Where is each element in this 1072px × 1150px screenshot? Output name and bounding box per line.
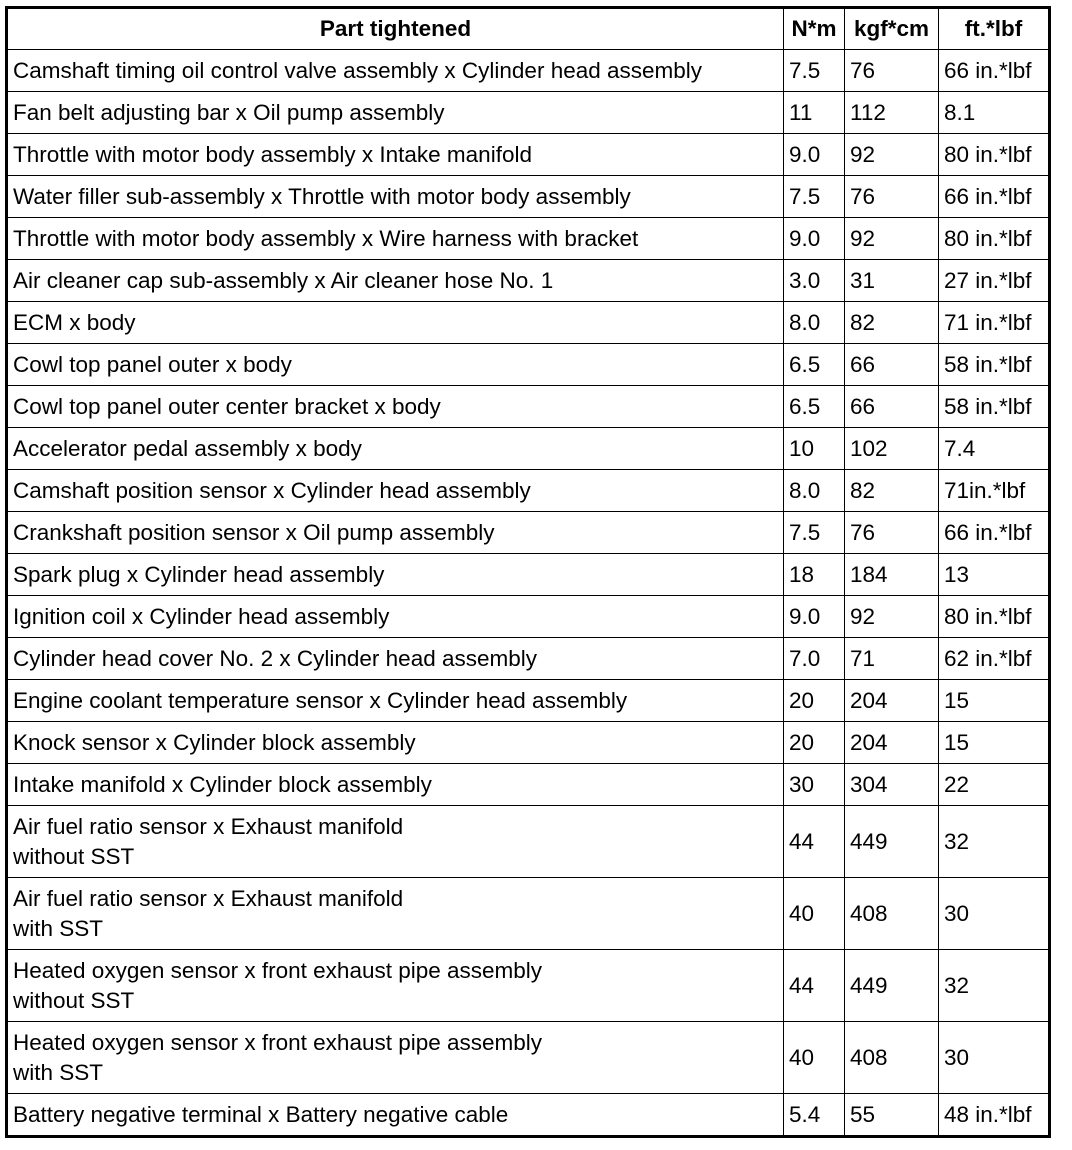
part-tightened-cell	[7, 386, 784, 428]
torque-kgfcm-cell: 31	[845, 260, 939, 302]
torque-nm-cell: 30	[784, 764, 845, 806]
part-tightened-line: Crankshaft position sensor x Oil pump assembly	[13, 519, 495, 545]
torque-kgfcm-cell: 92	[845, 596, 939, 638]
part-tightened-line: Intake manifold x Cylinder block assembly	[13, 771, 432, 797]
torque-ftlbf-cell: 80 in.*lbf	[939, 134, 1050, 176]
torque-nm-cell: 8.0	[784, 470, 845, 512]
torque-nm-cell: 20	[784, 680, 845, 722]
part-tightened-cell	[7, 260, 784, 302]
torque-nm-cell: 7.5	[784, 50, 845, 92]
part-tightened-cell	[7, 722, 784, 764]
part-tightened-line: with SST	[13, 1059, 104, 1085]
torque-kgfcm-cell: 184	[845, 554, 939, 596]
torque-ftlbf-cell: 48 in.*lbf	[939, 1094, 1050, 1137]
torque-nm-cell: 44	[784, 806, 845, 878]
part-tightened-cell	[7, 554, 784, 596]
torque-ftlbf-cell: 80 in.*lbf	[939, 218, 1050, 260]
part-tightened-line: with SST	[13, 915, 104, 941]
table-row	[7, 134, 1050, 176]
part-tightened-line: Throttle with motor body assembly x Wire harness with bracket	[13, 225, 639, 251]
torque-kgfcm-cell: 449	[845, 950, 939, 1022]
part-tightened-cell	[7, 638, 784, 680]
torque-kgfcm-cell: 92	[845, 218, 939, 260]
torque-ftlbf-cell: 30	[939, 1022, 1050, 1094]
part-tightened-cell	[7, 470, 784, 512]
part-tightened-cell	[7, 512, 784, 554]
torque-nm-cell: 40	[784, 1022, 845, 1094]
part-tightened-cell	[7, 176, 784, 218]
torque-ftlbf-cell: 71in.*lbf	[939, 470, 1050, 512]
part-tightened-line: Heated oxygen sensor x front exhaust pipe assembly	[13, 1029, 543, 1055]
part-tightened-line: Cylinder head cover No. 2 x Cylinder head assembly	[13, 645, 538, 671]
part-tightened-cell	[7, 1022, 784, 1094]
part-tightened-line: Air fuel ratio sensor x Exhaust manifold	[13, 885, 404, 911]
torque-ftlbf-cell: 13	[939, 554, 1050, 596]
table-row	[7, 878, 1050, 950]
torque-nm-cell: 6.5	[784, 344, 845, 386]
part-tightened-line: without SST	[13, 987, 135, 1013]
torque-nm-cell: 11	[784, 92, 845, 134]
torque-nm-cell: 8.0	[784, 302, 845, 344]
part-tightened-cell	[7, 218, 784, 260]
part-tightened-line: Ignition coil x Cylinder head assembly	[13, 603, 390, 629]
table-row	[7, 260, 1050, 302]
torque-ftlbf-cell: 32	[939, 806, 1050, 878]
part-tightened-line: Camshaft timing oil control valve assembly x Cylinder head assembly	[13, 57, 703, 83]
torque-ftlbf-cell: 80 in.*lbf	[939, 596, 1050, 638]
torque-ftlbf-cell: 66 in.*lbf	[939, 176, 1050, 218]
torque-kgfcm-cell: 66	[845, 344, 939, 386]
torque-kgfcm-cell: 71	[845, 638, 939, 680]
header-part-tightened: Part tightened	[7, 8, 784, 50]
part-tightened-line: Cowl top panel outer x body	[13, 351, 292, 377]
torque-ftlbf-cell: 66 in.*lbf	[939, 512, 1050, 554]
torque-ftlbf-cell: 27 in.*lbf	[939, 260, 1050, 302]
table-header-row	[7, 8, 1050, 50]
torque-nm-cell: 20	[784, 722, 845, 764]
torque-ftlbf-cell: 22	[939, 764, 1050, 806]
torque-kgfcm-cell: 76	[845, 176, 939, 218]
torque-ftlbf-cell: 62 in.*lbf	[939, 638, 1050, 680]
table-row	[7, 680, 1050, 722]
part-tightened-line: Accelerator pedal assembly x body	[13, 435, 362, 461]
part-tightened-cell	[7, 50, 784, 92]
torque-kgfcm-cell: 66	[845, 386, 939, 428]
torque-nm-cell: 6.5	[784, 386, 845, 428]
header-ftlbf: ft.*lbf	[939, 8, 1050, 50]
torque-kgfcm-cell: 408	[845, 878, 939, 950]
part-tightened-cell	[7, 950, 784, 1022]
table-row	[7, 344, 1050, 386]
torque-specification-table	[5, 6, 1051, 1138]
table-row	[7, 764, 1050, 806]
torque-kgfcm-cell: 92	[845, 134, 939, 176]
part-tightened-cell	[7, 596, 784, 638]
header-nm: N*m	[784, 8, 845, 50]
torque-ftlbf-cell: 15	[939, 722, 1050, 764]
table-row	[7, 722, 1050, 764]
torque-nm-cell: 9.0	[784, 134, 845, 176]
torque-nm-cell: 7.0	[784, 638, 845, 680]
part-tightened-cell	[7, 764, 784, 806]
torque-ftlbf-cell: 58 in.*lbf	[939, 344, 1050, 386]
part-tightened-cell	[7, 680, 784, 722]
part-tightened-line: Water filler sub-assembly x Throttle with motor body assembly	[13, 183, 631, 209]
part-tightened-line: Knock sensor x Cylinder block assembly	[13, 729, 416, 755]
part-tightened-cell	[7, 344, 784, 386]
torque-nm-cell: 3.0	[784, 260, 845, 302]
part-tightened-line: Cowl top panel outer center bracket x body	[13, 393, 441, 419]
torque-kgfcm-cell: 304	[845, 764, 939, 806]
part-tightened-line: Air cleaner cap sub-assembly x Air cleaner hose No. 1	[13, 267, 554, 293]
torque-kgfcm-cell: 102	[845, 428, 939, 470]
torque-kgfcm-cell: 82	[845, 470, 939, 512]
torque-nm-cell: 18	[784, 554, 845, 596]
table-body	[7, 50, 1050, 1137]
header-kgfcm: kgf*cm	[845, 8, 939, 50]
table-row	[7, 50, 1050, 92]
torque-kgfcm-cell: 449	[845, 806, 939, 878]
torque-ftlbf-cell: 30	[939, 878, 1050, 950]
torque-ftlbf-cell: 71 in.*lbf	[939, 302, 1050, 344]
part-tightened-line: Air fuel ratio sensor x Exhaust manifold	[13, 813, 404, 839]
part-tightened-line: Spark plug x Cylinder head assembly	[13, 561, 385, 587]
table-row	[7, 428, 1050, 470]
table-row	[7, 638, 1050, 680]
torque-kgfcm-cell: 204	[845, 722, 939, 764]
torque-nm-cell: 40	[784, 878, 845, 950]
table-row	[7, 176, 1050, 218]
table-row	[7, 1094, 1050, 1137]
table-row	[7, 386, 1050, 428]
torque-nm-cell: 44	[784, 950, 845, 1022]
torque-kgfcm-cell: 408	[845, 1022, 939, 1094]
part-tightened-cell	[7, 134, 784, 176]
torque-nm-cell: 7.5	[784, 512, 845, 554]
part-tightened-cell	[7, 806, 784, 878]
table-row	[7, 512, 1050, 554]
torque-kgfcm-cell: 76	[845, 512, 939, 554]
table-row	[7, 554, 1050, 596]
torque-ftlbf-cell: 7.4	[939, 428, 1050, 470]
part-tightened-cell	[7, 878, 784, 950]
table-row	[7, 806, 1050, 878]
part-tightened-cell	[7, 428, 784, 470]
torque-ftlbf-cell: 15	[939, 680, 1050, 722]
part-tightened-cell	[7, 1094, 784, 1137]
table-row	[7, 218, 1050, 260]
torque-nm-cell: 10	[784, 428, 845, 470]
part-tightened-line: without SST	[13, 843, 135, 869]
torque-nm-cell: 9.0	[784, 218, 845, 260]
torque-ftlbf-cell: 58 in.*lbf	[939, 386, 1050, 428]
part-tightened-line: Fan belt adjusting bar x Oil pump assembly	[13, 99, 445, 125]
torque-nm-cell: 5.4	[784, 1094, 845, 1137]
part-tightened-cell	[7, 302, 784, 344]
table-row	[7, 950, 1050, 1022]
torque-kgfcm-cell: 112	[845, 92, 939, 134]
table-row	[7, 92, 1050, 134]
part-tightened-cell	[7, 92, 784, 134]
table-row	[7, 1022, 1050, 1094]
torque-kgfcm-cell: 55	[845, 1094, 939, 1137]
part-tightened-line: Battery negative terminal x Battery negative cable	[13, 1101, 509, 1127]
torque-ftlbf-cell: 8.1	[939, 92, 1050, 134]
torque-nm-cell: 9.0	[784, 596, 845, 638]
torque-nm-cell: 7.5	[784, 176, 845, 218]
part-tightened-line: Engine coolant temperature sensor x Cylinder head assembly	[13, 687, 628, 713]
table-row	[7, 596, 1050, 638]
table-row	[7, 470, 1050, 512]
torque-kgfcm-cell: 76	[845, 50, 939, 92]
part-tightened-line: ECM x body	[13, 309, 136, 335]
torque-kgfcm-cell: 204	[845, 680, 939, 722]
part-tightened-line: Throttle with motor body assembly x Intake manifold	[13, 141, 532, 167]
torque-ftlbf-cell: 66 in.*lbf	[939, 50, 1050, 92]
torque-ftlbf-cell: 32	[939, 950, 1050, 1022]
torque-kgfcm-cell: 82	[845, 302, 939, 344]
part-tightened-line: Heated oxygen sensor x front exhaust pipe assembly	[13, 957, 543, 983]
table-row	[7, 302, 1050, 344]
part-tightened-line: Camshaft position sensor x Cylinder head assembly	[13, 477, 531, 503]
